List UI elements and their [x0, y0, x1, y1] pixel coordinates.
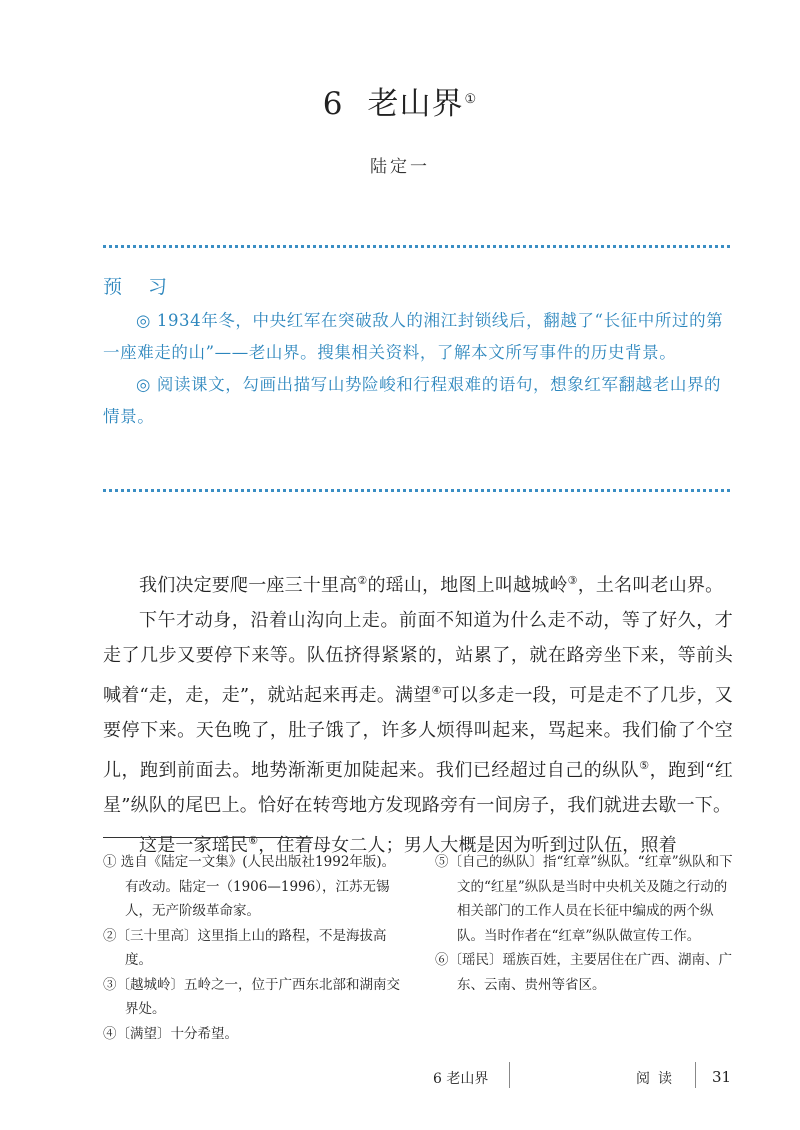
text-run: 下午才动身，沿着山沟向上走。前面不知道为什么走不动，等了好久，才走了几步又要停下来等。队伍挤得紧紧的，站累了，就在路旁坐下来，等前头喊着“走，走，走”，就站起来再走。满望 — [103, 610, 733, 706]
page-number: 31 — [712, 1068, 732, 1086]
paragraph — [103, 563, 733, 603]
footnote: ③〔越城岭〕五岭之一，位于广西东北部和湖南交界处。 — [103, 976, 400, 1017]
lesson-number: 6 — [322, 86, 344, 122]
footnote: ②〔三十里高〕这里指上山的路程，不是海拔高度。 — [103, 927, 387, 968]
footnotes-right — [435, 850, 735, 997]
preview-item: ◎ 1934年冬，中央红军在突破敌人的湘江封锁线后，翻越了“长征中所过的第一座难走的山”——老山界。搜集相关资料，了解本文所写事件的历史背景。 — [103, 311, 724, 362]
footer-chapter: 6 老山界 — [433, 1071, 489, 1087]
footnote: ① 选自《陆定一文集》(人民出版社1992年版)。有改动。陆定一（1906—1996），江苏无锡人，无产阶级革命家。 — [103, 854, 396, 919]
footnote-rule — [103, 837, 313, 838]
page-title — [0, 78, 800, 123]
text-run: 的瑶山，地图上叫越城岭 — [367, 575, 568, 596]
footer-divider — [509, 1062, 510, 1088]
footnote: ⑥〔瑶民〕瑶族百姓，主要居住在广西、湖南、广东、云南、贵州等省区。 — [435, 952, 732, 993]
preview-heading: 预 习 — [103, 276, 178, 298]
footer-section: 阅读 — [636, 1071, 680, 1087]
author: 陆定一 — [370, 157, 430, 177]
footer-divider — [695, 1062, 696, 1088]
footnote: ⑤〔自己的纵队〕指“红章”纵队。“红章”纵队和下文的“红星”纵队是当时中央机关及随之行动的相关部门的工作人员在长征中编成的两个纵队。当时作者在“红章”纵队做宣传工作。 — [435, 854, 733, 944]
text-run: 我们决定要爬一座三十里高 — [139, 575, 358, 596]
title-footnote-mark: ① — [464, 91, 478, 107]
text-run: 这是一家瑶民 — [139, 835, 249, 856]
footnotes-left — [103, 850, 408, 1046]
footnote-ref: ⑥ — [248, 834, 259, 847]
preview-bottom-divider — [103, 489, 730, 492]
footnote-ref: ② — [357, 574, 368, 587]
preview-item: ◎ 阅读课文，勾画出描写山势险峻和行程艰难的语句，想象红军翻越老山界的情景。 — [103, 375, 722, 426]
preview-section — [103, 272, 733, 433]
footnote-ref: ④ — [431, 684, 442, 697]
text-run: ，跑到“红星”纵队的尾巴上。恰好在转弯地方发现路旁有一间房子，我们就进去歇一下。 — [103, 760, 734, 816]
text-run: 可以多走一段，可是走不了几步，又要停下来。天色晚了，肚子饿了，许多人烦得叫起来，骂起来。我们偷了个空儿，跑到前面去。地势渐渐更加陡起来。我们已经超过自己的纵队 — [103, 685, 734, 781]
footnote-ref: ⑤ — [639, 759, 650, 772]
lesson-title: 老山界 — [367, 86, 464, 122]
text-run: ，住着母女二人；男人大概是因为听到过队伍，照着 — [258, 835, 677, 856]
preview-top-divider — [103, 245, 730, 248]
text-run: ，土名叫老山界。 — [577, 575, 724, 596]
footnote-ref: ③ — [567, 574, 578, 587]
footnote: ④〔满望〕十分希望。 — [103, 1025, 238, 1042]
article-body — [103, 563, 733, 863]
paragraph — [103, 603, 733, 823]
